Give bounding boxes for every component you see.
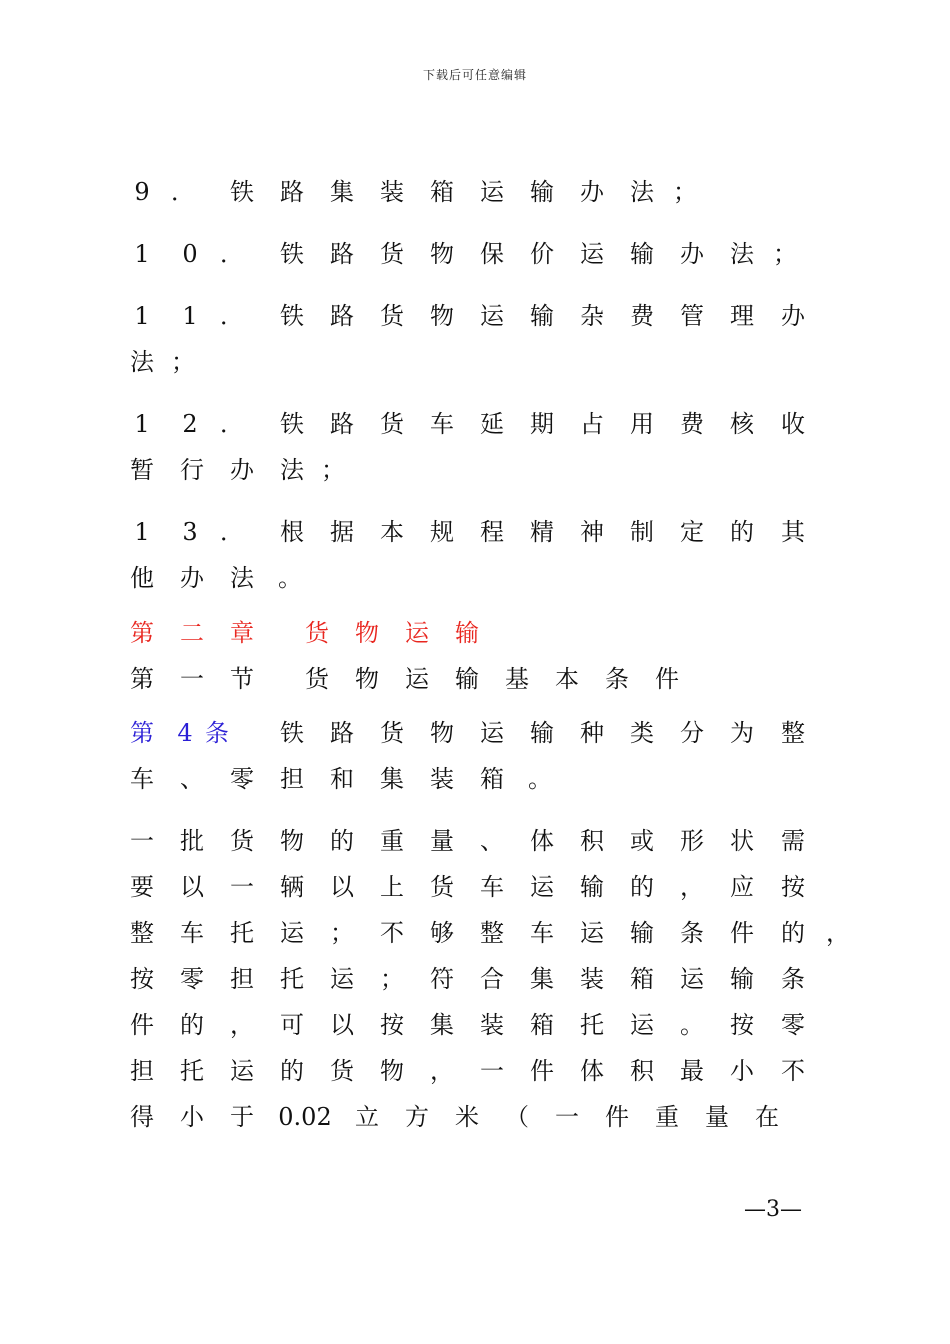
text-char: 二 [180, 619, 204, 647]
text-line [0, 918, 950, 958]
text-char: 物 [280, 827, 304, 855]
text-char: 精 [530, 518, 554, 546]
text-char: 基 [505, 665, 529, 693]
text-char: 运 [230, 1057, 254, 1085]
text-char: 不 [781, 1057, 805, 1085]
text-char: 2 [182, 410, 198, 438]
text-char: 按 [130, 965, 154, 993]
text-char: 零 [230, 765, 254, 793]
text-line [0, 455, 950, 495]
text-char: 延 [480, 410, 504, 438]
text-char: 0 [182, 240, 198, 268]
text-char: 物 [430, 719, 454, 747]
text-line [0, 964, 950, 1004]
text-char: 零 [781, 1011, 805, 1039]
text-line [0, 872, 950, 912]
text-char: 输 [630, 919, 654, 947]
text-char: 集 [380, 765, 404, 793]
text-char: 车 [430, 410, 454, 438]
text-char: 制 [630, 518, 654, 546]
text-char: 运 [580, 240, 604, 268]
text-char: 根 [280, 518, 304, 546]
text-char: 箱 [530, 1011, 554, 1039]
text-char: 量 [705, 1103, 729, 1131]
text-line [0, 826, 950, 866]
text-char: 据 [330, 518, 354, 546]
text-char: 够 [430, 919, 454, 947]
text-char: 输 [730, 965, 754, 993]
text-char: 运 [405, 665, 429, 693]
text-char: 法 [130, 348, 154, 376]
text-char: 暂 [130, 456, 154, 484]
text-char: 辆 [280, 873, 304, 901]
text-char: 件 [655, 665, 679, 693]
text-line [0, 177, 950, 217]
text-char: 立 [355, 1103, 379, 1131]
text-char: 装 [430, 765, 454, 793]
text-char: 运 [480, 719, 504, 747]
text-char: 货 [230, 827, 254, 855]
text-char: 期 [530, 410, 554, 438]
text-char: 输 [530, 178, 554, 206]
text-char: 管 [680, 302, 704, 330]
text-char: 1 [182, 302, 198, 330]
text-char: 整 [130, 919, 154, 947]
text-char: 方 [405, 1103, 429, 1131]
text-char: 在 [755, 1103, 779, 1131]
text-char: 法 [280, 456, 304, 484]
text-char: 运 [480, 302, 504, 330]
text-char: 担 [280, 765, 304, 793]
text-char: 程 [480, 518, 504, 546]
text-char: 第 [130, 719, 154, 747]
text-char: 4 [177, 719, 193, 747]
text-char: 定 [680, 518, 704, 546]
text-char: 车 [530, 919, 554, 947]
text-char: 或 [630, 827, 654, 855]
text-char: 以 [180, 873, 204, 901]
text-char: 积 [630, 1057, 654, 1085]
text-char: 、 [480, 827, 504, 855]
text-char: 的 [180, 1011, 204, 1039]
text-char: ； [321, 456, 345, 484]
text-char: 条 [781, 965, 805, 993]
text-char: 办 [230, 456, 254, 484]
text-char: 输 [630, 240, 654, 268]
text-char: 托 [180, 1057, 204, 1085]
text-char: 核 [730, 410, 754, 438]
text-line [0, 239, 950, 279]
text-char: 重 [655, 1103, 679, 1131]
text-char: 担 [230, 965, 254, 993]
text-char: 0.02 [278, 1103, 332, 1131]
text-char: 重 [380, 827, 404, 855]
text-char: 整 [480, 919, 504, 947]
text-char: 的 [781, 919, 805, 947]
text-char: ． [220, 410, 244, 438]
text-char: ． [171, 178, 195, 206]
text-char: 整 [781, 719, 805, 747]
text-char: 货 [380, 240, 404, 268]
text-char: 收 [781, 410, 805, 438]
text-char: 输 [455, 665, 479, 693]
text-char: 装 [380, 178, 404, 206]
text-char: 规 [430, 518, 454, 546]
text-char: 担 [130, 1057, 154, 1085]
text-char: 得 [130, 1103, 154, 1131]
text-char: 条 [605, 665, 629, 693]
text-char: 物 [355, 665, 379, 693]
text-line [0, 517, 950, 557]
text-char: 占 [580, 410, 604, 438]
text-char: 的 [730, 518, 754, 546]
text-char: 货 [430, 873, 454, 901]
text-char: 需 [781, 827, 805, 855]
text-char: 神 [580, 518, 604, 546]
text-char: 按 [781, 873, 805, 901]
text-char: 章 [230, 619, 254, 647]
text-char: 运 [480, 178, 504, 206]
text-char: 集 [330, 178, 354, 206]
text-char: 托 [280, 965, 304, 993]
text-char: 件 [730, 919, 754, 947]
text-char: ， [680, 873, 704, 901]
text-char: 货 [305, 665, 329, 693]
text-char: 零 [180, 965, 204, 993]
text-char: 可 [280, 1011, 304, 1039]
text-char: 分 [680, 719, 704, 747]
text-char: 杂 [580, 302, 604, 330]
text-char: 的 [330, 827, 354, 855]
text-char: 。 [528, 765, 552, 793]
text-line [0, 1056, 950, 1096]
text-char: 按 [730, 1011, 754, 1039]
text-char: 铁 [280, 302, 304, 330]
text-char: 运 [280, 919, 304, 947]
text-line [0, 409, 950, 449]
text-char: 条 [205, 719, 229, 747]
text-char: 一 [480, 1057, 504, 1085]
text-char: 应 [730, 873, 754, 901]
text-char: 运 [330, 965, 354, 993]
text-char: 路 [330, 719, 354, 747]
text-line [0, 664, 950, 704]
text-char: 行 [180, 456, 204, 484]
text-char: 集 [430, 1011, 454, 1039]
text-char: 小 [730, 1057, 754, 1085]
text-char: 不 [380, 919, 404, 947]
text-char: 为 [730, 719, 754, 747]
text-char: 于 [230, 1103, 254, 1131]
text-char: 。 [680, 1011, 704, 1039]
text-char: 其 [781, 518, 805, 546]
text-char: 量 [430, 827, 454, 855]
text-char: 他 [130, 564, 154, 592]
text-char: 以 [330, 873, 354, 901]
text-line [0, 1010, 950, 1050]
text-char: 箱 [480, 765, 504, 793]
text-char: 上 [380, 873, 404, 901]
text-char: 法 [730, 240, 754, 268]
text-char: ； [380, 965, 404, 993]
text-char: ； [171, 348, 195, 376]
text-char: ， [826, 919, 850, 947]
text-char: 办 [781, 302, 805, 330]
text-char: 运 [530, 873, 554, 901]
text-char: 条 [680, 919, 704, 947]
text-char: 符 [430, 965, 454, 993]
text-char: ； [330, 919, 354, 947]
text-char: 件 [605, 1103, 629, 1131]
text-char: 第 [130, 619, 154, 647]
text-char: 费 [630, 302, 654, 330]
page-header: 下载后可任意编辑 [422, 68, 527, 82]
text-char: 类 [630, 719, 654, 747]
text-char: 按 [380, 1011, 404, 1039]
text-char: 箱 [630, 965, 654, 993]
text-char: 本 [380, 518, 404, 546]
text-char: 费 [680, 410, 704, 438]
text-line [0, 718, 950, 758]
text-char: ． [220, 518, 244, 546]
text-char: 米 [455, 1103, 479, 1131]
text-char: 输 [530, 302, 554, 330]
text-char: 铁 [280, 410, 304, 438]
text-char: 托 [230, 919, 254, 947]
text-char: 一 [130, 827, 154, 855]
text-char: 输 [455, 619, 479, 647]
text-char: 路 [330, 302, 354, 330]
text-char: 货 [380, 302, 404, 330]
text-char: 一 [230, 873, 254, 901]
text-char: 铁 [280, 240, 304, 268]
text-char: 物 [380, 1057, 404, 1085]
text-char: 件 [530, 1057, 554, 1085]
text-char: 最 [680, 1057, 704, 1085]
text-char: 形 [680, 827, 704, 855]
text-char: 批 [180, 827, 204, 855]
text-char: 理 [730, 302, 754, 330]
text-char: 铁 [230, 178, 254, 206]
text-char: 一 [180, 665, 204, 693]
text-line [0, 301, 950, 341]
text-char: 货 [380, 719, 404, 747]
text-char: 用 [630, 410, 654, 438]
text-line [0, 347, 950, 387]
text-char: 办 [580, 178, 604, 206]
text-char: 1 [134, 518, 150, 546]
text-char: 价 [530, 240, 554, 268]
text-char: ． [220, 302, 244, 330]
text-char: 1 [134, 302, 150, 330]
text-char: ； [673, 178, 697, 206]
text-char: 本 [555, 665, 579, 693]
text-char: 输 [530, 719, 554, 747]
text-char: 状 [730, 827, 754, 855]
text-char: 货 [305, 619, 329, 647]
text-char: 集 [530, 965, 554, 993]
text-char: 9 [134, 178, 150, 206]
text-char: 路 [280, 178, 304, 206]
text-char: 箱 [430, 178, 454, 206]
text-char: 铁 [280, 719, 304, 747]
text-char: 件 [130, 1011, 154, 1039]
text-char: 路 [330, 240, 354, 268]
text-char: 1 [134, 410, 150, 438]
text-char: 办 [680, 240, 704, 268]
text-char: 货 [330, 1057, 354, 1085]
text-char: 和 [330, 765, 354, 793]
text-char: 车 [180, 919, 204, 947]
text-char: 合 [480, 965, 504, 993]
text-char: 输 [580, 873, 604, 901]
text-char: 货 [380, 410, 404, 438]
text-char: 小 [180, 1103, 204, 1131]
text-char: 托 [580, 1011, 604, 1039]
text-char: 物 [430, 240, 454, 268]
text-char: 3 [182, 518, 198, 546]
text-line [0, 563, 950, 603]
text-char: 装 [580, 965, 604, 993]
text-char: 积 [580, 827, 604, 855]
text-char: 路 [330, 410, 354, 438]
text-char: 以 [330, 1011, 354, 1039]
text-char: 法 [630, 178, 654, 206]
text-char: ， [230, 1011, 254, 1039]
text-char: 物 [430, 302, 454, 330]
text-char: 运 [680, 965, 704, 993]
text-char: 1 [134, 240, 150, 268]
text-char: 第 [130, 665, 154, 693]
text-char: 运 [580, 919, 604, 947]
text-char: ； [773, 240, 797, 268]
text-char: 运 [630, 1011, 654, 1039]
text-char: 办 [180, 564, 204, 592]
text-char: 法 [230, 564, 254, 592]
text-char: （ [505, 1103, 529, 1131]
text-char: ． [220, 240, 244, 268]
text-char: 要 [130, 873, 154, 901]
text-char: ， [430, 1057, 454, 1085]
page-number: —3— [744, 1197, 802, 1222]
text-char: 的 [280, 1057, 304, 1085]
text-char: 体 [530, 827, 554, 855]
text-line [0, 764, 950, 804]
text-char: 保 [480, 240, 504, 268]
text-char: 物 [355, 619, 379, 647]
text-char: 种 [580, 719, 604, 747]
text-char: 车 [480, 873, 504, 901]
text-line [0, 1102, 950, 1142]
text-char: 装 [480, 1011, 504, 1039]
text-char: 的 [630, 873, 654, 901]
text-char: 、 [180, 765, 204, 793]
text-line [0, 618, 950, 658]
text-char: 一 [555, 1103, 579, 1131]
text-char: 。 [278, 564, 302, 592]
text-char: 体 [580, 1057, 604, 1085]
text-char: 车 [130, 765, 154, 793]
text-char: 节 [230, 665, 254, 693]
text-char: 运 [405, 619, 429, 647]
